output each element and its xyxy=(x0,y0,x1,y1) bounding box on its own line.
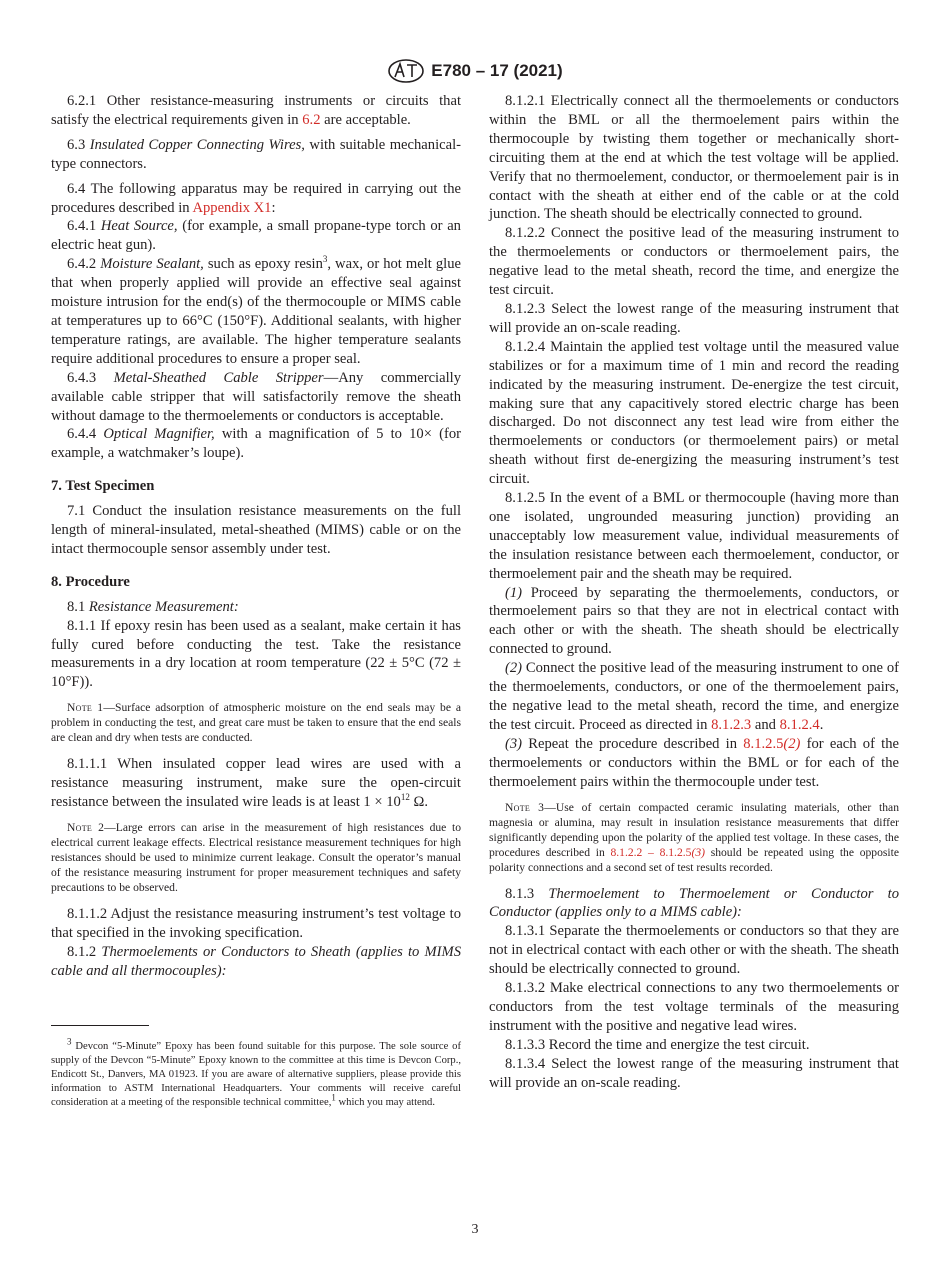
note-3: Note 3—Use of certain compacted ceramic insulating materials, other than magnesia or alumina, may result in insulation resistance measurements that differ significantly depending upon the polarity of the applied test voltage. In these cases, the procedures described in 8.1.2.2 – 8.1.2.5(3) should be repeated using the opposite polarity connections and a second set of test results recorded. xyxy=(489,800,900,874)
para-8-1-3-1: 8.1.3.1 Separate the thermoelements or conductors so that they are not in electrical contact with each other or with the sheath. The sheath should be electrically connected to ground. xyxy=(489,923,899,978)
para-8-1-2-5: 8.1.2.5 In the event of a BML or thermocouple (having more than one isolated, ungrounded measuring junction) providing an unacceptably low measurement value, individual measurements of the insulation resistance between each thermoelement, conductor, or thermoelement pair and the sheath may be required. xyxy=(489,490,899,582)
para-8-1-3-2: 8.1.3.2 Make electrical connections to any two thermoelements or conductors from the test voltage terminals of the measuring instrument with the positive and negative lead wires. xyxy=(489,980,899,1034)
para-8-1-2: 8.1.2 Thermoelements or Conductors to Sheath (applies to MIMS cable and all thermocouples): xyxy=(51,943,461,979)
para-6-4-4: 6.4.4 Optical Magnifier, with a magnification of 5 to 10× (for example, a watchmaker’s loupe). xyxy=(51,426,461,462)
para-6-3: 6.3 Insulated Copper Connecting Wires, with suitable mechanical-type connectors. xyxy=(51,136,462,172)
para-8-1-2-4: 8.1.2.4 Maintain the applied test voltage until the measured value stabilizes or for a maximum time of 1 min and record the reading indicated by the measuring instrument. De-energize the test circuit, making sure that any capacitively stored electric charge has been discharged. Do not disconnect any test lead wire from either the thermoelements or conductors (or thermoelement pairs) or metal sheath without first de-energizing the measuring instrument’s test circuit. xyxy=(489,338,899,488)
para-7-1: 7.1 Conduct the insulation resistance measurements on the full length of mineral-insulated, metal-sheathed (MIMS) cable or on the intact thermocouple sensor assembly under test. xyxy=(51,503,461,557)
document-code: E780 – 17 (2021) xyxy=(431,61,563,80)
para-6-4-1: 6.4.1 Heat Source, (for example, a small propane-type torch or an electric heat gun). xyxy=(51,218,461,254)
para-8-1-2-1: 8.1.2.1 Electrically connect all the thermoelements or conductors within the BML or all the thermoelement pairs within the thermocouple by twisting them together or mechanically short-circuiting them at the end at which the test voltage will be applied. Verify that no thermoelement, conductor, or thermoelement pair is in contact with the sheath at either end of the cable or at the cold junction. The sheath should be electrically connected to ground. xyxy=(489,93,899,223)
para-6-4: 6.4 The following apparatus may be required in carrying out the procedures described in Appendix X1: xyxy=(51,180,461,216)
para-6-4-3: 6.4.3 Metal-Sheathed Cable Stripper—Any commercially available cable stripper that will satisfactorily remove the sheath without damage to the thermoelements or conductors is acceptable. xyxy=(51,369,461,424)
astm-logo-icon xyxy=(387,58,425,84)
page-number: 3 xyxy=(471,1222,479,1237)
para-8-1-2-2: 8.1.2.2 Connect the positive lead of the measuring instrument to the thermoelements or conductors or thermoelement pairs, the negative lead to the metal sheath, record the time, and energize the test circuit. xyxy=(489,225,899,299)
link-8-1-2-2-range[interactable]: 8.1.2.2 – 8.1.2.5(3) xyxy=(610,845,705,859)
section-heading-7: 7. Test Specimen xyxy=(51,478,155,495)
link-8-1-2-4[interactable]: 8.1.2.4 xyxy=(779,716,820,733)
left-column xyxy=(51,92,461,1111)
footnote-3: $^3$ Devcon “5-Minute” Epoxy has been found suitable for this purpose. The sole source of supply of the Devcon “5-Minute” Epoxy known to the committee at this time is Devcon Corp., Endicott St., Danvers, MA 01923. If you are aware of alternative suppliers, please provide this information to ASTM International Headquarters. Your comments will receive careful consideration at a meeting of the responsible technical committee,$^1$ which you may attend. xyxy=(51,1036,461,1109)
para-8-1-1: 8.1.1 If epoxy resin has been used as a sealant, make certain it has fully cured before conducting the test. Take the resistance measurements in a dry location at room temperature (22 ± 5°C (72 ± 10°F)). xyxy=(51,617,461,691)
para-6-2-1: 6.2.1 Other resistance-measuring instruments or circuits that satisfy the electrical requirements given in 6.2 are acceptable. xyxy=(51,93,461,128)
para-8-1-3-4: 8.1.3.4 Select the lowest range of the measuring instrument that will provide an on-scale reading. xyxy=(489,1055,899,1091)
section-heading-8: 8. Procedure xyxy=(51,573,130,590)
para-8-1-2-3: 8.1.2.3 Select the lowest range of the measuring instrument that will provide an on-scale reading. xyxy=(489,300,899,336)
para-6-4-2: 6.4.2 Moisture Sealant, such as epoxy resin$^3$, wax, or hot melt glue that when properly applied will provide an effective seal against moisture intrusion for the end(s) of the thermocouple or MIMS cable at temperatures up to 66°C (150°F). Additional sealants, with higher temperature ratings, are available. The higher temperature sealants require additional procedures to ensure a proper seal. xyxy=(51,254,461,367)
note-1: Note 1—Surface adsorption of atmospheric moisture on the end seals may be a problem in conducting the test, and great care must be taken to ensure that the end seals are clean and dry when tests are conducted. xyxy=(51,701,461,745)
right-column xyxy=(489,92,899,1093)
link-8-1-2-5[interactable]: 8.1.2.5(2) xyxy=(743,735,801,752)
step-3: (3) Repeat the procedure described in 8.1.2.5(2) for each of the thermoelements or conductors within the BML or for each of the thermoelement pairs within the thermocouple under test. xyxy=(489,735,899,790)
footnote-rule xyxy=(51,1025,149,1026)
para-8-1-1-1: 8.1.1.1 When insulated copper lead wires are used with a resistance measuring instrument, make sure the open-circuit resistance between the insulated wire leads is at least $1 \times 10^{12}$ Ω. xyxy=(51,756,461,811)
step-1: (1) Proceed by separating the thermoelements, conductors, or thermoelement pairs so that they are not in electrical contact with each other or with the sheath. The sheath should be electrically connected to ground. xyxy=(489,584,899,658)
para-8-1-3-3: 8.1.3.3 Record the time and energize the test circuit. xyxy=(505,1036,810,1053)
link-8-1-2-3[interactable]: 8.1.2.3 xyxy=(711,716,752,733)
para-8-1-1-2: 8.1.1.2 Adjust the resistance measuring instrument’s test voltage to that specified in the invoking specification. xyxy=(51,906,461,941)
para-8-1-3: 8.1.3 Thermoelement to Thermoelement or Conductor to Conductor (applies only to a MIMS cable): xyxy=(489,885,899,921)
note-2: Note 2—Large errors can arise in the measurement of high resistances due to electrical current leakage effects. Electrical resistance measurement techniques for high resistances should be used to minimize current leakage. Consult the operator’s manual of the resistance measuring instrument for proper measurement techniques and safety precautions to be observed. xyxy=(51,821,461,894)
link-6-2[interactable]: 6.2 xyxy=(302,111,321,128)
page-header xyxy=(0,58,950,84)
link-appendix-x1[interactable]: Appendix X1 xyxy=(192,199,272,216)
para-8-1: 8.1 Resistance Measurement: xyxy=(67,598,239,615)
step-2: (2) Connect the positive lead of the measuring instrument to one of the thermoelements, conductors, or one of the thermoelement pairs, the negative lead to the metal sheath, record the time, and energize the test circuit. Proceed as directed in 8.1.2.3 and 8.1.2.4. xyxy=(489,660,899,733)
